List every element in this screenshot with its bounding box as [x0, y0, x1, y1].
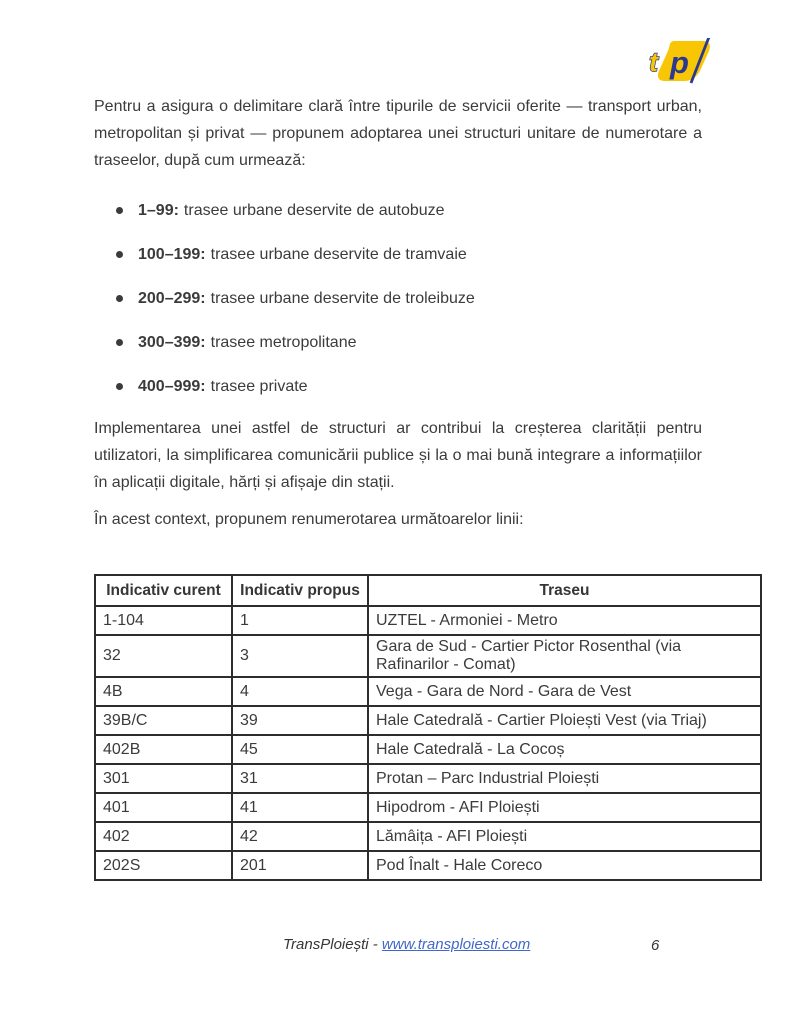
- table-row: [95, 764, 761, 793]
- cell-proposed-id: 201: [232, 851, 368, 880]
- range-label: 300–399:: [138, 334, 206, 351]
- cell-route: Hipodrom - AFI Ploiești: [368, 793, 761, 822]
- footer-website-link[interactable]: www.transploiesti.com: [381, 936, 531, 953]
- logo-p-letter: p: [670, 45, 689, 80]
- cell-current-id: 39B/C: [95, 706, 232, 735]
- table-row: [95, 822, 761, 851]
- renumbering-table: [94, 574, 762, 881]
- logo-t-letter: t: [649, 47, 658, 77]
- cell-proposed-id: 3: [232, 635, 368, 677]
- list-item: [94, 329, 760, 356]
- table-header-row: [95, 575, 761, 606]
- bullet-icon: [116, 207, 123, 214]
- cell-current-id: 301: [95, 764, 232, 793]
- range-description: trasee urbane deservite de troleibuze: [210, 290, 475, 307]
- footer-brand: TransPloiești -: [283, 936, 382, 953]
- page-number: 6: [651, 937, 660, 954]
- bullet-icon: [116, 339, 123, 346]
- column-header-indicativ-curent: Indicativ curent: [95, 575, 232, 606]
- list-item: [94, 373, 760, 400]
- table-row: [95, 851, 761, 880]
- cell-current-id: 402: [95, 822, 232, 851]
- cell-route: Vega - Gara de Nord - Gara de Vest: [368, 677, 761, 706]
- footer: [283, 936, 530, 953]
- range-label: 200–299:: [138, 290, 206, 307]
- cell-route: Gara de Sud - Cartier Pictor Rosenthal (via Rafinarilor - Comat): [368, 635, 761, 677]
- cell-proposed-id: 39: [232, 706, 368, 735]
- cell-route: Pod Înalt - Hale Coreco: [368, 851, 761, 880]
- range-label: 1–99:: [138, 202, 179, 219]
- page-content: [94, 0, 760, 881]
- column-header-indicativ-propus: Indicativ propus: [232, 575, 368, 606]
- cell-current-id: 202S: [95, 851, 232, 880]
- bullet-icon: [116, 251, 123, 258]
- cell-proposed-id: 42: [232, 822, 368, 851]
- table-row: [95, 706, 761, 735]
- bullet-icon: [116, 383, 123, 390]
- cell-proposed-id: 1: [232, 606, 368, 635]
- cell-route: Hale Catedrală - Cartier Ploiești Vest (via Triaj): [368, 706, 761, 735]
- cell-route: Lămâița - AFI Ploiești: [368, 822, 761, 851]
- range-description: trasee urbane deservite de autobuze: [183, 202, 445, 219]
- cell-current-id: 1-104: [95, 606, 232, 635]
- range-label: 400–999:: [138, 378, 206, 395]
- intro-paragraph: Pentru a asigura o delimitare clară între tipurile de servicii oferite — transport urban, metropolitan și privat — propunem adoptarea unei structuri unitare de numerotare a traseelor, după cum urmează:: [94, 98, 702, 169]
- table-row: [95, 677, 761, 706]
- cell-proposed-id: 4: [232, 677, 368, 706]
- table-row: [95, 735, 761, 764]
- cell-proposed-id: 41: [232, 793, 368, 822]
- table-row: [95, 606, 761, 635]
- bullet-icon: [116, 295, 123, 302]
- table-row: [95, 635, 761, 677]
- cell-route: UZTEL - Armoniei - Metro: [368, 606, 761, 635]
- column-header-traseu: Traseu: [368, 575, 761, 606]
- range-description: trasee private: [210, 378, 308, 395]
- cell-route: Protan – Parc Industrial Ploiești: [368, 764, 761, 793]
- cell-current-id: 401: [95, 793, 232, 822]
- table-row: [95, 793, 761, 822]
- cell-current-id: 402B: [95, 735, 232, 764]
- benefits-paragraph: Implementarea unei astfel de structuri ar contribui la creșterea clarității pentru utilizatori, la simplificarea comunicării publice și la o mai bună integrare a informațiilor în aplicații digitale, hărți și afișaje din stații.: [94, 420, 702, 491]
- range-label: 100–199:: [138, 246, 206, 263]
- cell-current-id: 4B: [95, 677, 232, 706]
- range-description: trasee metropolitane: [210, 334, 357, 351]
- cell-route: Hale Catedrală - La Cocoș: [368, 735, 761, 764]
- list-item: [94, 197, 760, 224]
- cell-current-id: 32: [95, 635, 232, 677]
- numbering-ranges-list: [94, 197, 760, 400]
- cell-proposed-id: 31: [232, 764, 368, 793]
- range-description: trasee urbane deservite de tramvaie: [210, 246, 467, 263]
- list-item: [94, 285, 760, 312]
- context-paragraph: În acest context, propunem renumerotarea următoarelor linii:: [94, 511, 524, 528]
- cell-proposed-id: 45: [232, 735, 368, 764]
- list-item: [94, 241, 760, 268]
